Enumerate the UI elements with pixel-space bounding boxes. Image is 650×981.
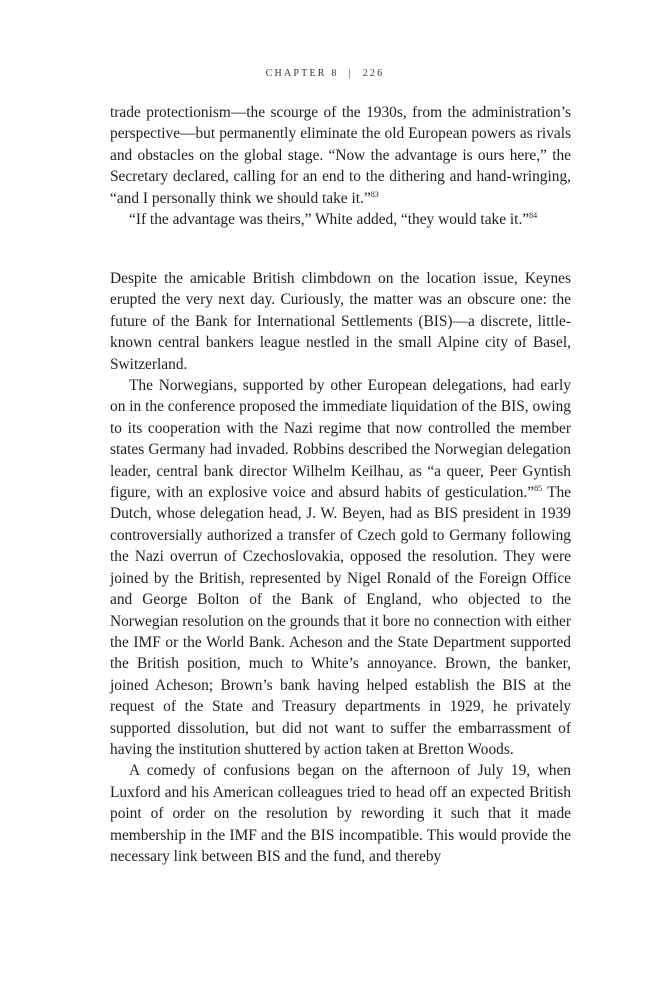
paragraph-text: The Dutch, whose delegation head, J. W. Beyen, had as BIS president in 1939 controversially authorized a transfer of Czech gold to Germany following the Nazi overrun of Czechoslovakia, opposed the resolution. They were joined by the British, represented by Nigel Ronald of the Foreign Office and George Bolton of the Bank of England, who objected to the Norwegian resolution on the grounds that it bore no connection with either the IMF or the World Bank. Acheson and the State Department supported the British position, much to White’s annoyance. Brown, the banker, joined Acheson; Brown’s bank having helped establish the BIS at the request of the State and Treasury departments in 1929, he privately supported dissolution, but did not want to suffer the embarrassment of having the institution shuttered by action taken at Bretton Woods. (110, 484, 571, 758)
paragraph (110, 209, 571, 230)
endnote-marker: 83 (370, 189, 379, 199)
paragraph (110, 102, 571, 209)
chapter-label: CHAPTER 8 (265, 68, 339, 79)
paragraph (110, 375, 571, 760)
paragraph-text: The Norwegians, supported by other European delegations, had early on in the conference proposed the immediate liquidation of the BIS, owing to its cooperation with the Nazi regime that now controlled the member states Germany had invaded. Robbins described the Norwegian delegation leader, central bank director Wilhelm Keilhau, as “a queer, Peer Gyntish figure, with an explosive voice and absurd habits of gesticulation.” (110, 377, 571, 502)
text-section-2 (110, 268, 571, 867)
page-number: 226 (362, 68, 385, 79)
endnote-marker: 85 (534, 483, 543, 493)
header-separator: | (348, 68, 353, 79)
paragraph: A comedy of confusions began on the afternoon of July 19, when Luxford and his American colleagues tried to head off an expected British point of order on the resolution by rewording it such that it made membership in the IMF and the BIS incompatible. This would provide the necessary link between BIS and the fund, and thereby (110, 762, 571, 865)
paragraph: Despite the amicable British climbdown on the location issue, Keynes erupted the very next day. Curiously, the matter was an obscure one: the future of the Bank for International Settlements (BIS)—a discrete, little-known central bankers league nestled in the small Alpine city of Basel, Switzerland. (110, 270, 571, 373)
endnote-marker: 84 (529, 210, 538, 220)
running-head (0, 68, 650, 79)
paragraph-text: trade protectionism—the scourge of the 1930s, from the administration’s perspective—but permanently eliminate the old European powers as rivals and obstacles on the global stage. “Now the advantage is ours here,” the Secretary declared, calling for an end to the dithering and hand-wringing, “and I personally think we should take it.” (110, 104, 571, 207)
text-section-1 (110, 102, 571, 230)
paragraph-text: “If the advantage was theirs,” White added, “they would take it.” (129, 211, 530, 229)
